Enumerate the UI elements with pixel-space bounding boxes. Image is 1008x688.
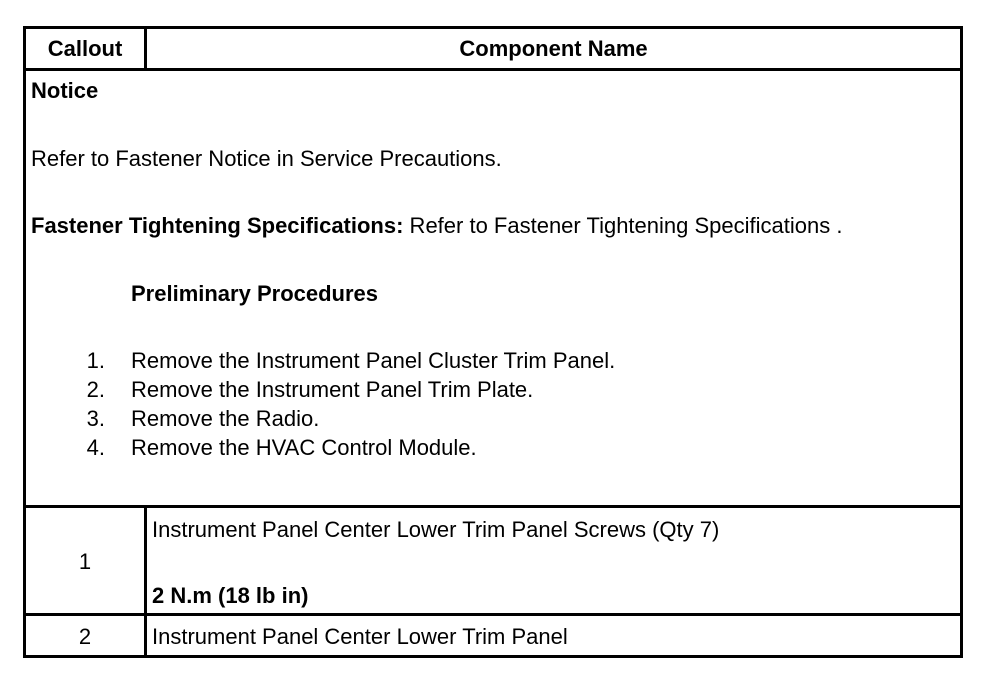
step-number: 1. (86, 348, 105, 373)
header-component-name: Component Name (459, 36, 648, 61)
row-torque-spec: 2 N.m (18 lb in) (152, 583, 309, 608)
step-text: Remove the Radio. (131, 406, 320, 431)
fastener-spec-label: Fastener Tightening Specifications: (31, 213, 404, 238)
notice-title: Notice (31, 78, 99, 103)
step-text: Remove the Instrument Panel Trim Plate. (131, 377, 534, 402)
preliminary-title: Preliminary Procedures (131, 281, 379, 306)
row-callout: 1 (78, 549, 92, 574)
step-text: Remove the HVAC Control Module. (131, 435, 477, 460)
row-component-name: Instrument Panel Center Lower Trim Panel Screws (Qty 7) (152, 517, 720, 542)
step-text: Remove the Instrument Panel Cluster Trim Panel. (131, 348, 616, 373)
row-divider (26, 613, 960, 616)
row-callout: 2 (78, 624, 92, 649)
fastener-spec-text: Refer to Fastener Tightening Specifications . (403, 213, 843, 238)
step-number: 4. (86, 435, 105, 460)
step-number: 3. (86, 406, 105, 431)
rows-column-divider (144, 505, 147, 655)
header-divider (26, 68, 960, 71)
procedure-table (23, 26, 963, 658)
step-number: 2. (86, 377, 105, 402)
notice-text: Refer to Fastener Notice in Service Precautions. (31, 146, 502, 171)
header-callout: Callout (47, 36, 123, 61)
fastener-spec-line (31, 213, 842, 239)
row-component-name: Instrument Panel Center Lower Trim Panel (152, 624, 568, 649)
notice-divider (26, 505, 960, 508)
